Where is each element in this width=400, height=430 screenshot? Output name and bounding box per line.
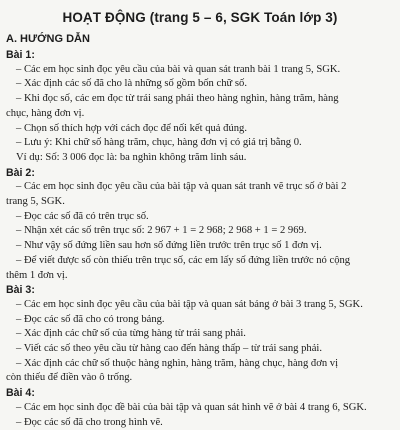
exercise-4-line: – Đọc các số đã cho trong hình vẽ. xyxy=(16,416,163,428)
exercise-3-heading: Bài 3: xyxy=(6,284,35,297)
section-heading: A. HƯỚNG DẪN xyxy=(6,33,90,45)
exercise-1-line: – Xác định các số đã cho là những số gồm bốn chữ số. xyxy=(16,78,247,90)
exercise-1-line: – Khi đọc số, các em đọc từ trái sang phải theo hàng nghìn, hàng trăm, hàng xyxy=(16,93,339,105)
exercise-2-line: thêm 1 đơn vị. xyxy=(6,269,68,281)
exercise-2-line: – Các em học sinh đọc yêu cầu của bài tập và quan sát tranh vẽ trục số ở bài 2 xyxy=(16,181,347,193)
exercise-3-line: – Đọc các số đã cho có trong bảng. xyxy=(16,313,165,325)
exercise-1-line: – Lưu ý: Khi chữ số hàng trăm, chục, hàng đơn vị có giá trị bằng 0. xyxy=(16,137,302,149)
exercise-2-line: trang 5, SGK. xyxy=(6,196,65,208)
exercise-3-line: – Các em học sinh đọc yêu cầu của bài tập và quan sát bảng ở bài 3 trang 5, SGK. xyxy=(16,298,363,310)
exercise-3-line: – Xác định các chữ số thuộc hàng nghìn, hàng trăm, hàng chục, hàng đơn vị xyxy=(16,357,339,369)
exercise-2-line: – Đọc các số đã có trên trục số. xyxy=(16,210,149,222)
exercise-1-line: – Các em học sinh đọc yêu cầu của bài và quan sát tranh bài 1 trang 5, SGK. xyxy=(16,63,341,75)
exercise-4-heading: Bài 4: xyxy=(6,387,35,400)
exercise-2-line: – Để viết được số còn thiếu trên trục số, các em lấy số đứng liền trước nó cộng xyxy=(16,254,351,266)
exercise-2-line: – Nhận xét các số trên trục số: 2 967 + 1 = 2 968; 2 968 + 1 = 2 969. xyxy=(16,225,307,237)
exercise-2-heading: Bài 2: xyxy=(6,166,35,179)
exercise-1-heading: Bài 1: xyxy=(6,49,35,61)
exercise-1-line: chục, hàng đơn vị. xyxy=(6,107,85,119)
page-title: HOẠT ĐỘNG (trang 5 – 6, SGK Toán lớp 3) xyxy=(62,10,338,25)
exercise-4-line: – Các em học sinh đọc đề bài của bài tập và quan sát hình vẽ ở bài 4 trang 6, SGK. xyxy=(16,401,367,413)
exercise-1-line: – Chọn số thích hợp với cách đọc để nối kết quả đúng. xyxy=(16,122,247,134)
exercise-3-line: còn thiếu để điền vào ô trống. xyxy=(6,372,133,384)
exercise-3-line: – Viết các số theo yêu cầu từ hàng cao đến hàng thấp – từ trái sang phải. xyxy=(16,343,323,355)
exercise-3-line: – Xác định các chữ số của từng hàng từ trái sang phải. xyxy=(16,328,246,340)
exercise-1-example: Ví dụ: Số: 3 006 đọc là: ba nghìn không trăm linh sáu. xyxy=(16,151,247,163)
document-body xyxy=(6,33,394,430)
exercise-2-line: – Như vậy số đứng liền sau hơn số đứng liền trước trên trục số 1 đơn vị. xyxy=(16,240,322,252)
